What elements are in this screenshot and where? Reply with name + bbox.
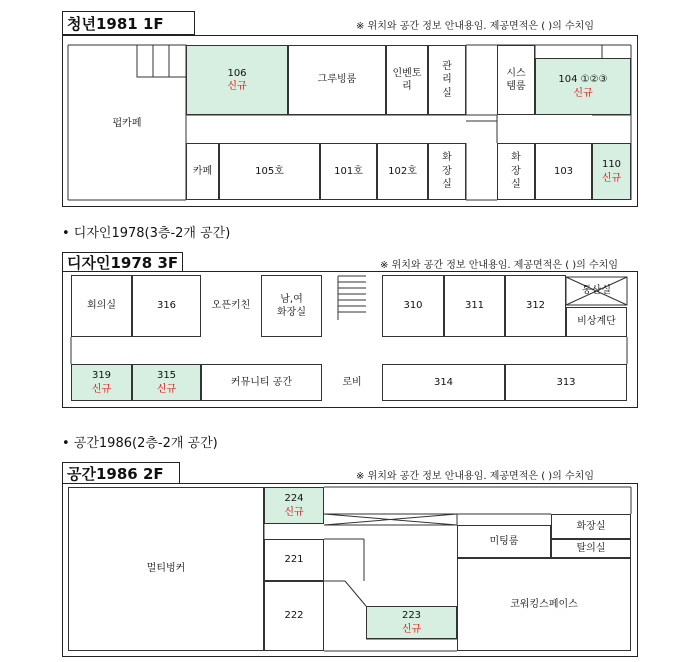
room-cafe[interactable]: 카페 <box>186 143 219 200</box>
room-103[interactable]: 103 <box>535 143 592 200</box>
room-wc-2f[interactable]: 화장실 <box>551 514 631 539</box>
new-badge: 신규 <box>227 81 247 92</box>
room-312[interactable]: 312 <box>505 275 566 337</box>
room-102[interactable]: 102호 <box>377 143 428 200</box>
room-meeting-2f[interactable]: 미팅룸 <box>457 525 551 558</box>
room-passage[interactable]: 통산실 <box>582 285 611 297</box>
room-106[interactable]: 106 신규 <box>186 45 288 115</box>
room-315[interactable]: 315 신규 <box>132 364 201 401</box>
floor3-heading: • 디자인1978(3층-2개 공간) <box>62 226 231 241</box>
floor3-title: 디자인1978 3F <box>62 252 183 272</box>
room-314[interactable]: 314 <box>382 364 505 401</box>
room-316[interactable]: 316 <box>132 275 201 337</box>
room-223[interactable]: 223 신규 <box>366 606 457 639</box>
room-community[interactable]: 커뮤니티 공간 <box>201 364 322 401</box>
room-grooving[interactable]: 그루빙룸 <box>288 45 386 115</box>
floor2-heading: • 공간1986(2층-2개 공간) <box>62 436 218 451</box>
room-admin[interactable]: 관 리 실 <box>428 45 466 115</box>
floor2-note: ※ 위치와 공간 정보 안내용임. 제공면적은 ( )의 수치임 <box>356 471 594 482</box>
room-104[interactable]: 104 ①②③ 신규 <box>535 58 631 115</box>
room-221[interactable]: 221 <box>264 539 324 581</box>
room-emergency-stairs[interactable]: 비상계단 <box>566 307 627 337</box>
room-105[interactable]: 105호 <box>219 143 320 200</box>
room-system[interactable]: 시스 템룸 <box>497 45 535 115</box>
room-dressing[interactable]: 탈의실 <box>551 539 631 558</box>
new-badge: 신규 <box>156 383 177 395</box>
room-meeting[interactable]: 회의실 <box>71 275 132 337</box>
room-inventory[interactable]: 인벤토 리 <box>386 45 428 115</box>
room-311[interactable]: 311 <box>444 275 505 337</box>
new-badge: 신규 <box>284 506 304 518</box>
new-badge: 신규 <box>91 383 112 395</box>
room-multi-bunker[interactable]: 멀티벙커 <box>68 487 264 651</box>
room-313[interactable]: 313 <box>505 364 627 401</box>
new-badge: 신규 <box>573 87 593 99</box>
floor3-note: ※ 위치와 공간 정보 안내용임. 제공면적은 ( )의 수치임 <box>380 260 618 271</box>
room-kitchen[interactable]: 오픈키친 <box>211 300 251 312</box>
room-319[interactable]: 319 신규 <box>71 364 132 401</box>
room-101[interactable]: 101호 <box>320 143 377 200</box>
new-badge: 신규 <box>601 172 622 184</box>
room-wc-2[interactable]: 화 장 실 <box>497 143 535 200</box>
room-wc[interactable]: 남,여 화장실 <box>261 275 322 337</box>
room-coworking[interactable]: 코워킹스페이스 <box>457 558 631 651</box>
new-badge: 신규 <box>401 623 422 635</box>
room-222[interactable]: 222 <box>264 581 324 651</box>
room-310[interactable]: 310 <box>382 275 444 337</box>
room-pub[interactable]: 펍카페 <box>112 118 142 130</box>
floor1-title: 청년1981 1F <box>62 11 195 35</box>
room-lobby[interactable]: 로비 <box>342 376 362 388</box>
room-224[interactable]: 224 신규 <box>264 487 324 524</box>
room-wc-1[interactable]: 화 장 실 <box>428 143 466 200</box>
floor1-note: ※ 위치와 공간 정보 안내용임. 제공면적은 ( )의 수치임 <box>356 21 594 32</box>
floor2-title: 공간1986 2F <box>62 462 180 484</box>
room-110[interactable]: 110 신규 <box>592 143 631 200</box>
